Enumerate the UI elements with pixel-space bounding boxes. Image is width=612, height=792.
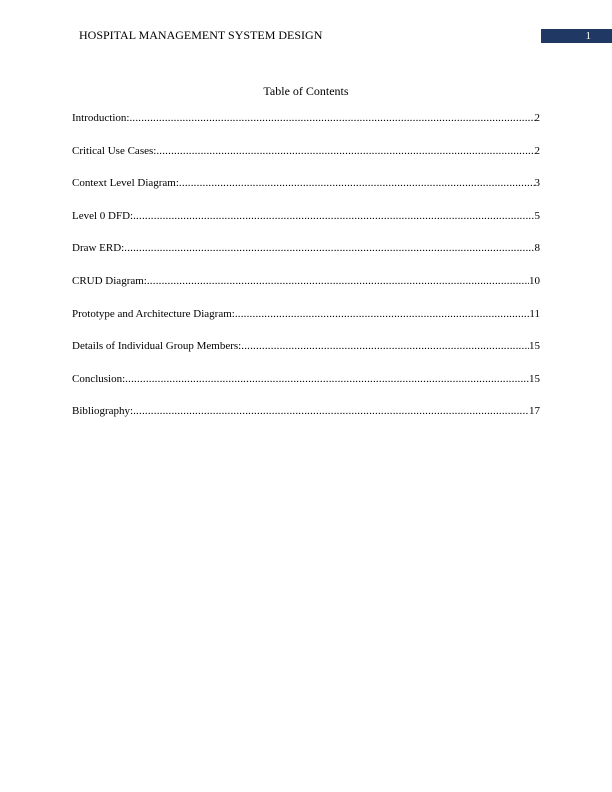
toc-entry-draw-erd[interactable]: [72, 241, 540, 274]
toc-entry-label: Context Level Diagram:: [72, 177, 179, 190]
toc-entry-page: 15: [529, 372, 540, 385]
toc-entry-label: Details of Individual Group Members:: [72, 340, 242, 353]
toc-entry-critical-use-cases[interactable]: [72, 144, 540, 177]
toc-entry-group-members[interactable]: [72, 339, 540, 372]
toc-dot-leader: [124, 241, 534, 255]
toc-entry-introduction[interactable]: [72, 111, 540, 144]
table-of-contents: [72, 111, 540, 437]
toc-entry-prototype-architecture[interactable]: [72, 307, 540, 340]
toc-dot-leader: [241, 339, 529, 353]
toc-entry-page: 10: [529, 274, 540, 287]
toc-entry-page: 11: [529, 307, 540, 320]
toc-dot-leader: [179, 176, 535, 190]
toc-dot-leader: [235, 307, 530, 321]
toc-entry-label: Level 0 DFD:: [72, 209, 134, 222]
toc-entry-page: 2: [534, 112, 540, 124]
toc-entry-label: Conclusion:: [72, 372, 126, 385]
page-number-badge: 1: [541, 29, 612, 43]
toc-entry-label: Bibliography:: [72, 405, 134, 418]
toc-entry-label: Critical Use Cases:: [72, 144, 157, 157]
toc-entry-crud-diagram[interactable]: [72, 274, 540, 307]
toc-dot-leader: [133, 404, 529, 418]
running-header-title: HOSPITAL MANAGEMENT SYSTEM DESIGN: [79, 28, 323, 42]
toc-dot-leader: [125, 372, 529, 386]
toc-entry-label: Prototype and Architecture Diagram:: [72, 307, 235, 320]
toc-entry-label: Draw ERD:: [72, 242, 125, 255]
toc-dot-leader: [147, 274, 529, 288]
toc-entry-page: 15: [529, 340, 540, 353]
toc-entry-conclusion[interactable]: [72, 372, 540, 405]
toc-heading: Table of Contents: [263, 84, 349, 98]
toc-dot-leader: [156, 144, 534, 158]
toc-entry-label: Introduction:: [72, 112, 130, 124]
toc-entry-page: 3: [534, 177, 540, 190]
toc-entry-page: 5: [534, 209, 540, 222]
toc-entry-page: 17: [529, 405, 540, 418]
toc-entry-label: CRUD Diagram:: [72, 274, 147, 287]
toc-entry-context-level-diagram[interactable]: [72, 176, 540, 209]
toc-entry-bibliography[interactable]: [72, 404, 540, 437]
toc-entry-level-0-dfd[interactable]: [72, 209, 540, 242]
toc-dot-leader: [129, 111, 534, 125]
toc-entry-page: 8: [534, 242, 540, 255]
toc-entry-page: 2: [534, 144, 540, 157]
toc-dot-leader: [133, 209, 534, 223]
